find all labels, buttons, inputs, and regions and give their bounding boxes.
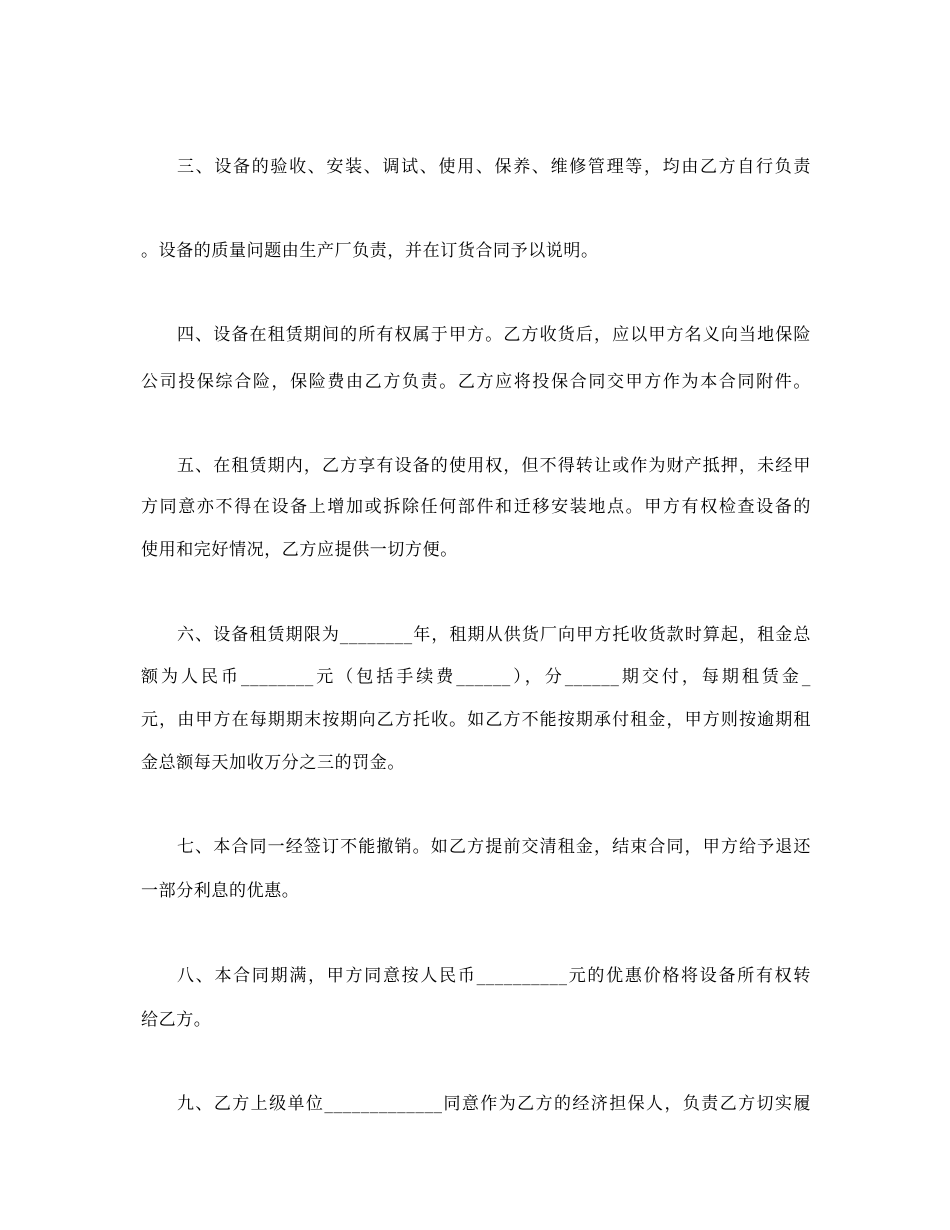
clause-5-line-1: 五、在租赁期内，乙方享有设备的使用权，但不得转让或作为财产抵押，未经甲 xyxy=(177,456,811,476)
clause-8-line-2: 给乙方。 xyxy=(141,1010,212,1030)
clause-8-line-1: 八、本合同期满，甲方同意按人民币__________元的优惠价格将设备所有权转 xyxy=(177,966,811,986)
clause-6-line-2: 额为人民币________元（包括手续费______），分______期交付，每期租赁金_ xyxy=(141,667,811,687)
clause-6-line-1: 六、设备租赁期限为________年，租期从供货厂向甲方托收货款时算起，租金总 xyxy=(177,625,811,645)
clause-5-line-2: 方同意亦不得在设备上增加或拆除任何部件和迁移安装地点。甲方有权检查设备的 xyxy=(141,497,811,517)
clause-3-line-2: 。设备的质量问题由生产厂负责，并在订货合同予以说明。 xyxy=(141,241,599,261)
clause-4-line-1: 四、设备在租赁期间的所有权属于甲方。乙方收货后，应以甲方名义向当地保险 xyxy=(177,325,811,345)
clause-9-line-1: 九、乙方上级单位_____________同意作为乙方的经济担保人，负责乙方切实履 xyxy=(177,1094,811,1114)
clause-6-line-3: 元，由甲方在每期期末按期向乙方托收。如乙方不能按期承付租金，甲方则按逾期租 xyxy=(141,710,811,730)
clause-6-line-4: 金总额每天加收万分之三的罚金。 xyxy=(141,753,405,773)
clause-4-line-2: 公司投保综合险，保险费由乙方负责。乙方应将投保合同交甲方作为本合同附件。 xyxy=(141,372,811,392)
clause-3-line-1: 三、设备的验收、安装、调试、使用、保养、维修管理等，均由乙方自行负责 xyxy=(177,157,811,177)
clause-5-line-3: 使用和完好情况，乙方应提供一切方便。 xyxy=(141,540,458,560)
clause-7-line-2: 一部分利息的优惠。 xyxy=(141,881,300,901)
clause-7-line-1: 七、本合同一经签订不能撤销。如乙方提前交清租金，结束合同，甲方给予退还 xyxy=(177,837,811,857)
